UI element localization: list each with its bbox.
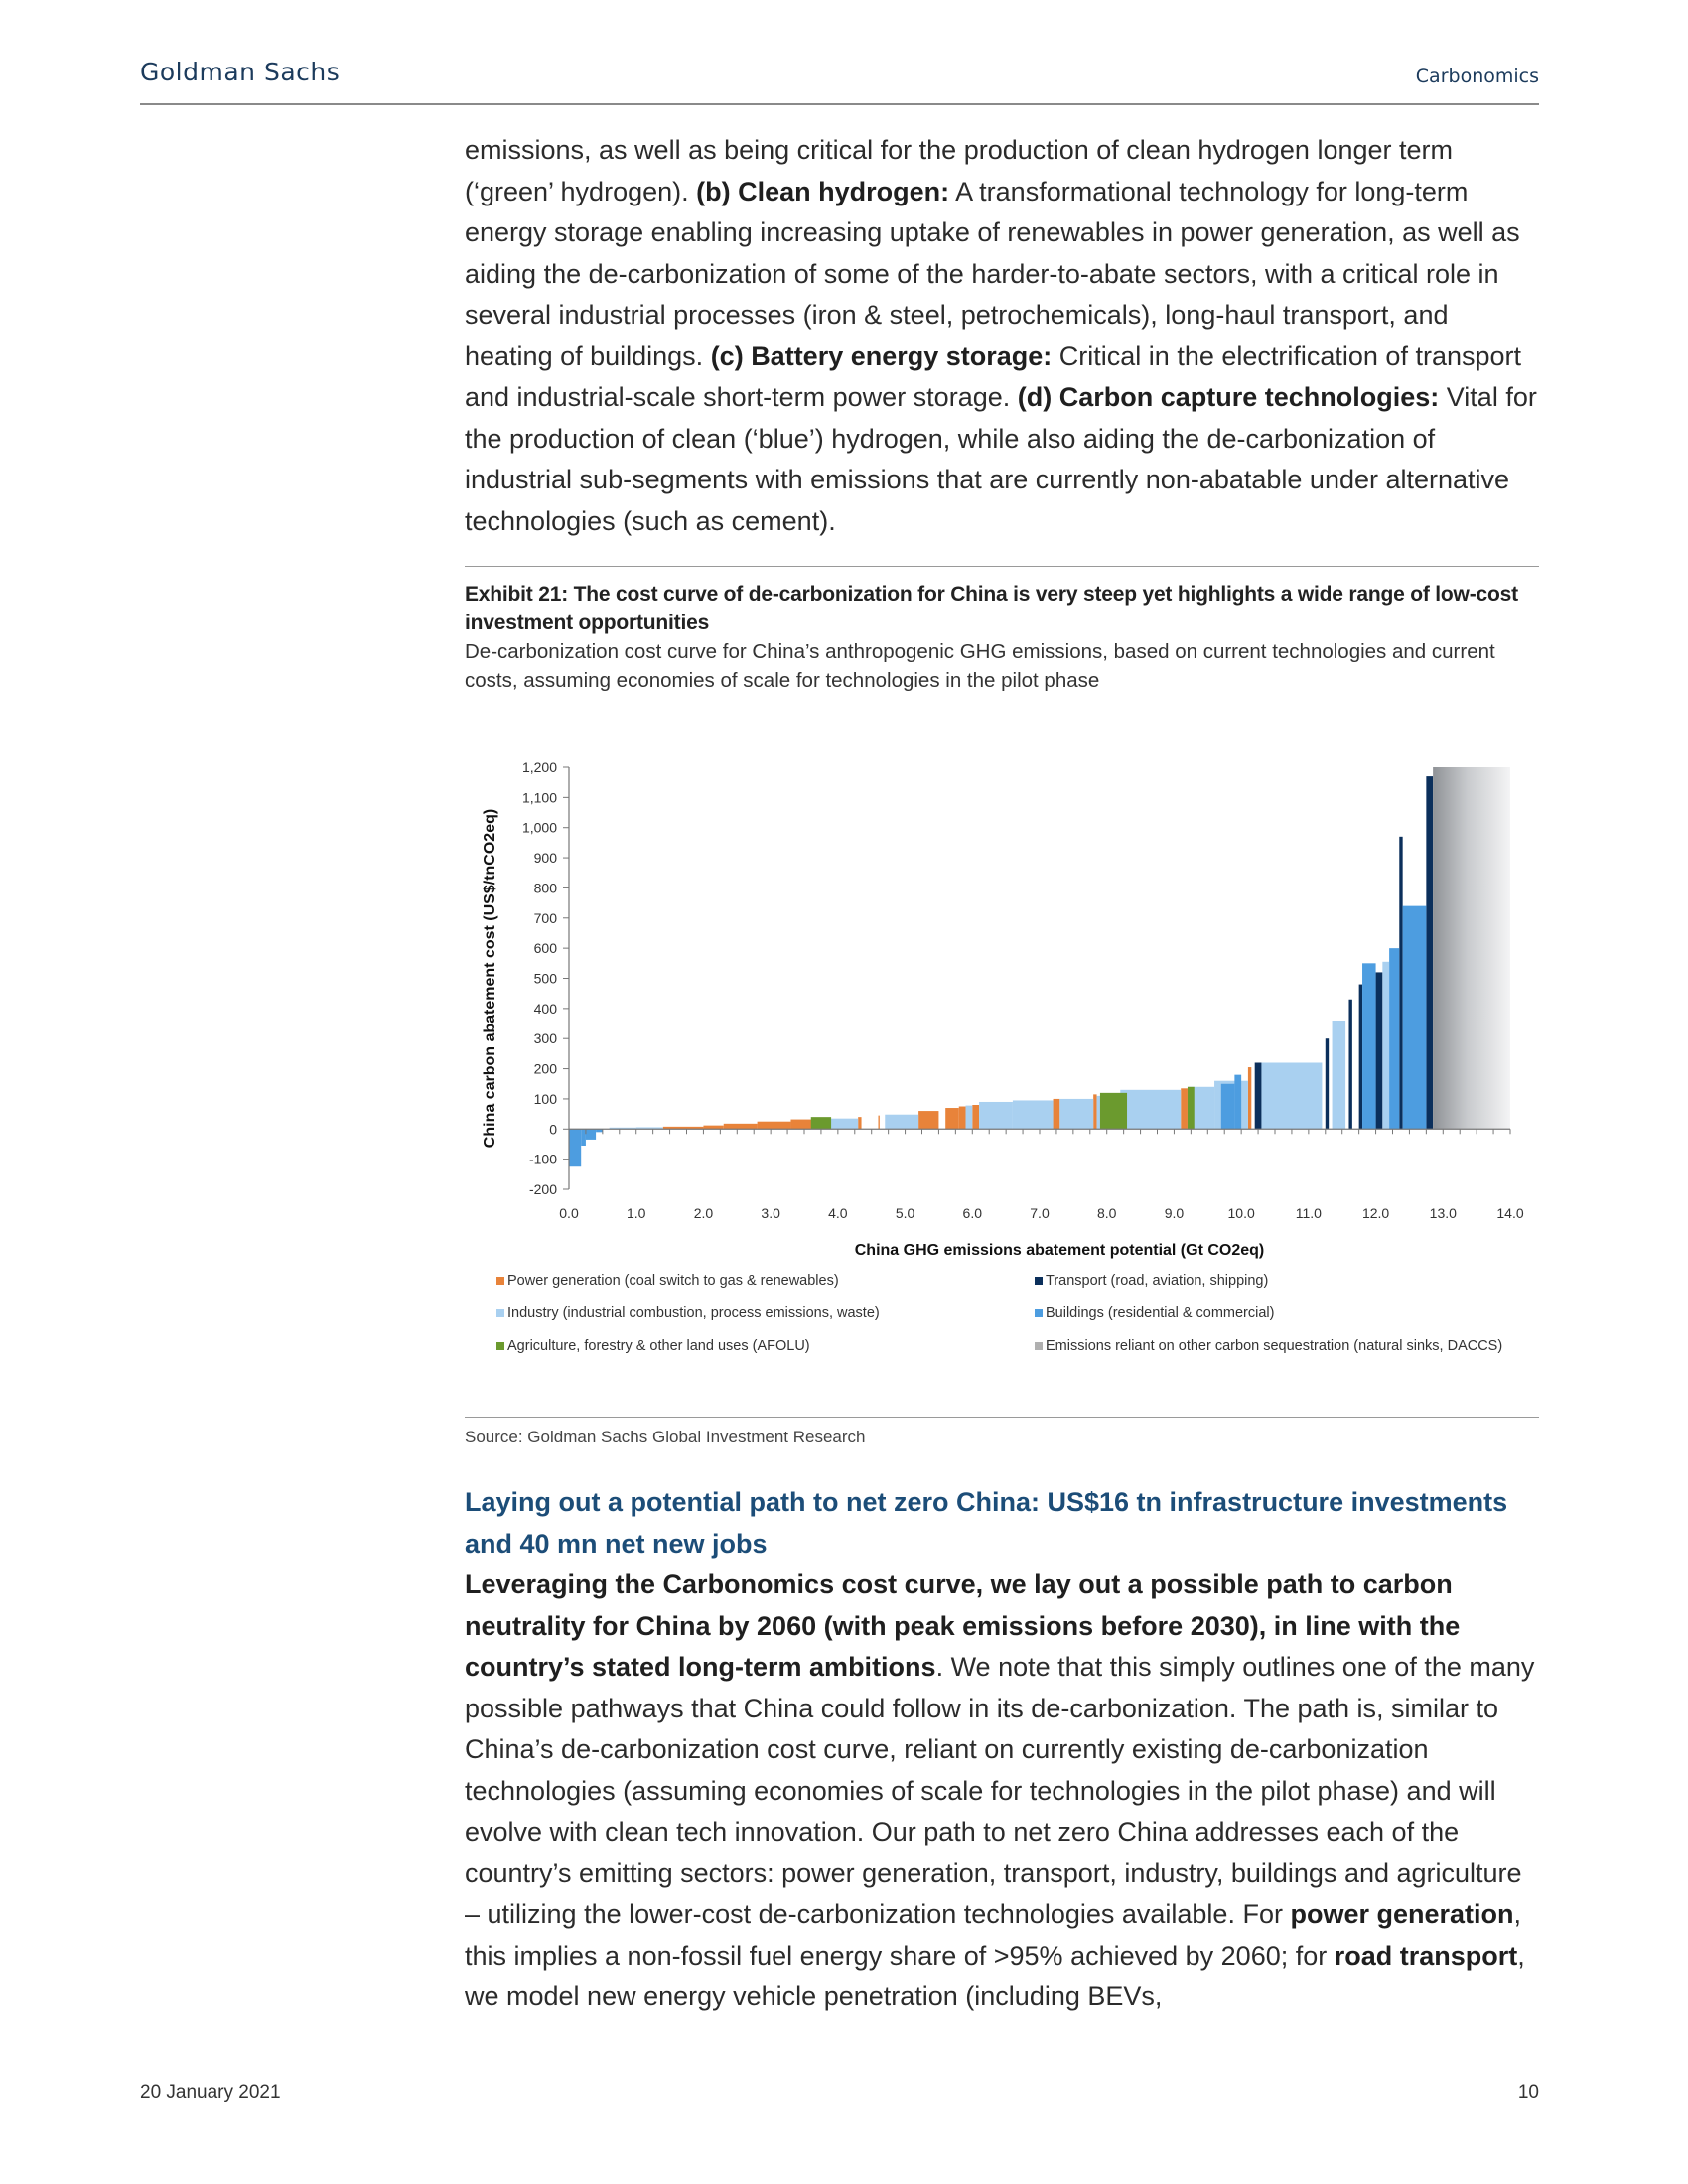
exhibit-subtitle: De-carbonization cost curve for China’s anthropogenic GHG emissions, based on current technologies and current costs, assuming economies of scale for technologies in the pilot phase bbox=[465, 640, 1495, 692]
text-clean-hydrogen: A transformational technology for long-term energy storage enabling increasing uptake of renewables in power generation, as well as aiding the de-carbonization of some of the harder-to-abate sectors, with a critical role in several industrial processes (iron & steel, petrochemicals), long-haul transport, and heating of buildings. bbox=[465, 176, 1520, 371]
y-tick-label: -200 bbox=[528, 1181, 557, 1197]
bar-industry bbox=[1333, 1021, 1346, 1129]
legend-label: Agriculture, forestry & other land uses (AFOLU) bbox=[507, 1338, 810, 1354]
bar-buildings bbox=[1221, 1084, 1235, 1130]
x-tick-label: 11.0 bbox=[1295, 1205, 1322, 1221]
x-tick-label: 13.0 bbox=[1429, 1205, 1457, 1221]
bar-industry bbox=[1059, 1099, 1093, 1129]
legend-label: Emissions reliant on other carbon sequestration (natural sinks, DACCS) bbox=[1046, 1338, 1503, 1354]
y-tick-label: 700 bbox=[533, 909, 557, 926]
bar-afolu bbox=[811, 1117, 831, 1129]
bar-power bbox=[959, 1107, 966, 1130]
intro-lead: emissions, as well as being critical for the production of clean hydrogen longer term (‘green’ hydrogen). bbox=[465, 135, 1454, 206]
legend-swatch bbox=[1035, 1342, 1043, 1350]
x-tick-label: 1.0 bbox=[626, 1205, 646, 1221]
bar-power bbox=[945, 1108, 959, 1129]
x-tick-label: 0.0 bbox=[559, 1205, 579, 1221]
y-tick-label: 1,000 bbox=[521, 819, 557, 836]
text-carbon-capture: Vital for the production of clean (‘blue’) hydrogen, while also aiding the de-carbonization of industrial sub-segments with emissions that are currently non-abatable under alternative technologies (such as cement). bbox=[465, 382, 1537, 536]
bar-buildings bbox=[1403, 906, 1427, 1130]
legend-swatch bbox=[1035, 1277, 1043, 1285]
y-tick-label: 900 bbox=[533, 850, 557, 867]
bar-industry bbox=[979, 1102, 1013, 1129]
bar-power bbox=[1248, 1067, 1251, 1129]
x-tick-label: 4.0 bbox=[828, 1205, 848, 1221]
bar-transport bbox=[1376, 972, 1383, 1129]
bar-buildings bbox=[581, 1129, 586, 1146]
exhibit-header bbox=[465, 580, 1539, 695]
bar-industry bbox=[1013, 1100, 1054, 1129]
y-tick-label: 1,200 bbox=[521, 759, 557, 775]
x-tick-label: 9.0 bbox=[1164, 1205, 1185, 1221]
bar-buildings bbox=[1234, 1075, 1241, 1130]
label-carbon-capture: (d) Carbon capture technologies: bbox=[1017, 382, 1440, 412]
y-tick-label: 300 bbox=[533, 1030, 557, 1047]
bar-power bbox=[1093, 1094, 1096, 1129]
x-tick-label: 2.0 bbox=[693, 1205, 714, 1221]
x-tick-label: 7.0 bbox=[1030, 1205, 1050, 1221]
y-tick-label: 400 bbox=[533, 1000, 557, 1017]
bar-transport bbox=[1255, 1063, 1262, 1130]
x-tick-label: 5.0 bbox=[895, 1205, 915, 1221]
y-tick-label: 1,100 bbox=[521, 789, 557, 806]
bar-transport bbox=[1359, 985, 1362, 1130]
legend-swatch bbox=[496, 1309, 504, 1317]
exhibit-bottom-rule bbox=[465, 1417, 1539, 1418]
x-tick-label: 3.0 bbox=[761, 1205, 780, 1221]
y-tick-label: 500 bbox=[533, 970, 557, 987]
text-battery-storage: Critical in the electrification of transport and industrial-scale short-term power storage. bbox=[465, 341, 1521, 412]
legend-swatch bbox=[496, 1342, 504, 1350]
power-generation-bold: power generation bbox=[1290, 1899, 1514, 1929]
section-body-2: , this implies a non-fossil fuel energy share of >95% achieved by 2060; for bbox=[465, 1899, 1521, 1971]
cost-curve-chart bbox=[467, 745, 1549, 1380]
header-rule bbox=[140, 103, 1539, 105]
x-tick-label: 6.0 bbox=[962, 1205, 983, 1221]
bar-afolu bbox=[1188, 1087, 1195, 1130]
intro-paragraph-block bbox=[465, 130, 1539, 542]
section-body-1: . We note that this simply outlines one of the many possible pathways that China could follow in its de-carbonization. The path is, similar to China’s de-carbonization cost curve, reliant on currently existing de-carbonization technologies (assuming economies of scale for technologies in the pilot phase) and will evolve with clean tech innovation. Our path to net zero China addresses each of the country’s emitting sectors: power generation, transport, industry, buildings and agriculture – utilizing the lower-cost de-carbonization technologies available. For bbox=[465, 1652, 1535, 1929]
y-tick-label: 100 bbox=[533, 1090, 557, 1107]
x-tick-label: 10.0 bbox=[1227, 1205, 1255, 1221]
bar-power bbox=[1181, 1088, 1188, 1129]
label-clean-hydrogen: (b) Clean hydrogen: bbox=[696, 176, 950, 206]
y-tick-label: 800 bbox=[533, 880, 557, 896]
footer-page-number: 10 bbox=[1517, 2082, 1539, 2103]
y-axis-label: China carbon abatement cost (US$/tnCO2eq) bbox=[482, 808, 498, 1149]
y-tick-label: -100 bbox=[528, 1151, 557, 1167]
legend-item-industry bbox=[496, 1305, 880, 1321]
x-tick-label: 12.0 bbox=[1361, 1205, 1390, 1221]
x-tick-label: 14.0 bbox=[1496, 1205, 1524, 1221]
bar-industry bbox=[1382, 962, 1389, 1129]
bar-industry bbox=[1120, 1090, 1181, 1129]
section-lead-bold: Leveraging the Carbonomics cost curve, we lay out a possible path to carbon neutrality for China by 2060 (with peak emissions before 2030), in line with the country’s stated long-term ambitions bbox=[465, 1570, 1461, 1682]
bar-transport bbox=[1348, 1000, 1351, 1130]
report-name: Carbonomics bbox=[1415, 66, 1539, 87]
bar-buildings bbox=[1389, 948, 1399, 1129]
bar-power bbox=[858, 1117, 861, 1129]
bar-buildings bbox=[1362, 963, 1376, 1129]
legend-label: Buildings (residential & commercial) bbox=[1046, 1305, 1275, 1321]
bar-power bbox=[972, 1105, 979, 1129]
bar-industry bbox=[1261, 1063, 1322, 1130]
bar-afolu bbox=[1100, 1093, 1127, 1129]
exhibit-source: Source: Goldman Sachs Global Investment Research bbox=[465, 1428, 866, 1446]
legend-label: Transport (road, aviation, shipping) bbox=[1046, 1273, 1269, 1289]
bar-power bbox=[758, 1122, 791, 1130]
bar-power bbox=[878, 1116, 879, 1130]
legend-item-power bbox=[496, 1273, 839, 1289]
intro-paragraph bbox=[465, 130, 1539, 542]
exhibit-top-rule bbox=[465, 566, 1539, 567]
section-heading: Laying out a potential path to net zero China: US$16 tn infrastructure investments and 40 mn net new jobs bbox=[465, 1487, 1508, 1559]
section-block bbox=[465, 1481, 1539, 2018]
legend-label: Power generation (coal switch to gas & renewables) bbox=[507, 1273, 839, 1289]
footer-date: 20 January 2021 bbox=[140, 2082, 281, 2103]
bar-buildings bbox=[586, 1129, 596, 1140]
bar-power bbox=[918, 1111, 938, 1129]
legend-item-other bbox=[1035, 1338, 1502, 1354]
bar-buildings bbox=[569, 1129, 581, 1166]
bar-power bbox=[1054, 1099, 1060, 1129]
section-paragraph bbox=[465, 1565, 1539, 2018]
bar-industry bbox=[885, 1115, 918, 1130]
bar-transport bbox=[1426, 776, 1433, 1129]
bar-transport bbox=[1326, 1038, 1329, 1129]
x-axis-label: China GHG emissions abatement potential (Gt CO2eq) bbox=[854, 1242, 1265, 1259]
legend-item-transport bbox=[1035, 1273, 1268, 1289]
bar-other bbox=[1433, 767, 1510, 1129]
legend-label: Industry (industrial combustion, process emissions, waste) bbox=[507, 1305, 880, 1321]
bar-industry bbox=[966, 1106, 973, 1130]
brand-name: Goldman Sachs bbox=[140, 58, 341, 86]
road-transport-bold: road transport bbox=[1334, 1940, 1518, 1971]
y-tick-label: 200 bbox=[533, 1060, 557, 1077]
x-tick-label: 8.0 bbox=[1096, 1205, 1117, 1221]
y-tick-label: 600 bbox=[533, 940, 557, 957]
label-battery-storage: (c) Battery energy storage: bbox=[710, 341, 1053, 371]
exhibit-title: Exhibit 21: The cost curve of de-carbonization for China is very steep yet highlights a wide range of low-cost investment opportunities bbox=[465, 583, 1518, 634]
y-tick-label: 0 bbox=[549, 1121, 557, 1138]
legend-item-buildings bbox=[1035, 1305, 1274, 1321]
section-body-3: , we model new energy vehicle penetration (including BEVs, bbox=[465, 1940, 1525, 2011]
legend-swatch bbox=[496, 1277, 504, 1285]
bar-transport bbox=[1399, 837, 1402, 1129]
legend-swatch bbox=[1035, 1309, 1043, 1317]
bar-power bbox=[724, 1124, 758, 1129]
legend-item-afolu bbox=[496, 1338, 810, 1354]
